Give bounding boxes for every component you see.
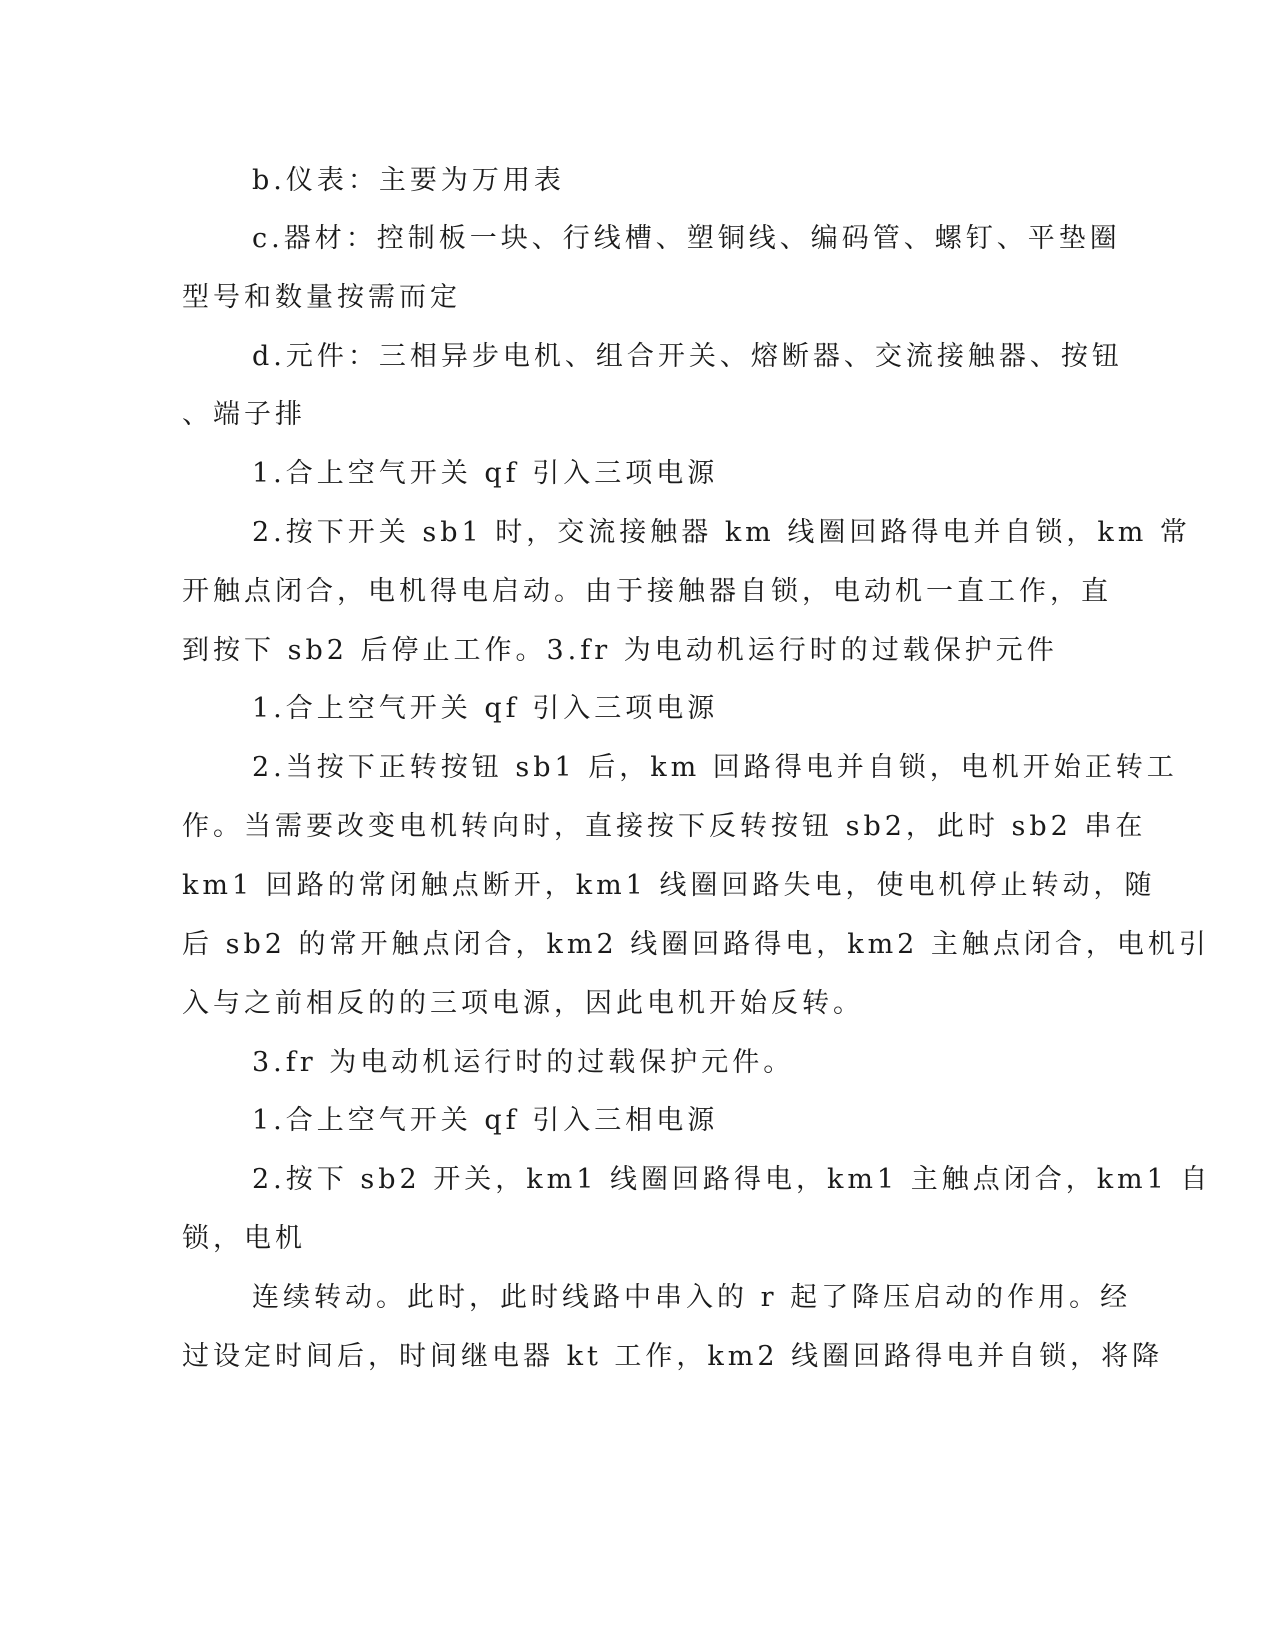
text-line: 锁，电机 — [182, 1223, 306, 1254]
text-line: 型号和数量按需而定 — [182, 282, 461, 313]
text-line: b.仪表：主要为万用表 — [252, 165, 565, 196]
text-line: 3.fr 为电动机运行时的过载保护元件。 — [252, 1047, 795, 1078]
text-line: c.器材：控制板一块、行线槽、塑铜线、编码管、螺钉、平垫圈 — [252, 223, 1121, 254]
text-line: 2.按下开关 sb1 时，交流接触器 km 线圈回路得电并自锁，km 常 — [252, 517, 1191, 548]
text-line: 作。当需要改变电机转向时，直接按下反转按钮 sb2，此时 sb2 串在 — [182, 811, 1147, 842]
text-line: 入与之前相反的的三项电源，因此电机开始反转。 — [182, 988, 864, 1019]
text-line: km1 回路的常闭触点断开，km1 线圈回路失电，使电机停止转动，随 — [182, 870, 1156, 901]
text-line: d.元件：三相异步电机、组合开关、熔断器、交流接触器、按钮 — [252, 341, 1123, 372]
text-line: 2.按下 sb2 开关，km1 线圈回路得电，km1 主触点闭合，km1 自 — [252, 1164, 1212, 1195]
text-line: 1.合上空气开关 qf 引入三项电源 — [252, 693, 719, 724]
text-line: 2.当按下正转按钮 sb1 后，km 回路得电并自锁，电机开始正转工 — [252, 752, 1178, 783]
text-line: 到按下 sb2 后停止工作。3.fr 为电动机运行时的过载保护元件 — [182, 635, 1058, 666]
text-line: 开触点闭合，电机得电启动。由于接触器自锁，电动机一直工作，直 — [182, 576, 1112, 607]
text-line: 后 sb2 的常开触点闭合，km2 线圈回路得电，km2 主触点闭合，电机引 — [182, 929, 1210, 960]
text-line: 1.合上空气开关 qf 引入三相电源 — [252, 1105, 719, 1136]
text-line: 、端子排 — [182, 399, 306, 430]
text-line: 过设定时间后，时间继电器 kt 工作，km2 线圈回路得电并自锁，将降 — [182, 1341, 1164, 1372]
text-line: 1.合上空气开关 qf 引入三项电源 — [252, 458, 719, 489]
text-line: 连续转动。此时，此时线路中串入的 r 起了降压启动的作用。经 — [252, 1282, 1132, 1313]
